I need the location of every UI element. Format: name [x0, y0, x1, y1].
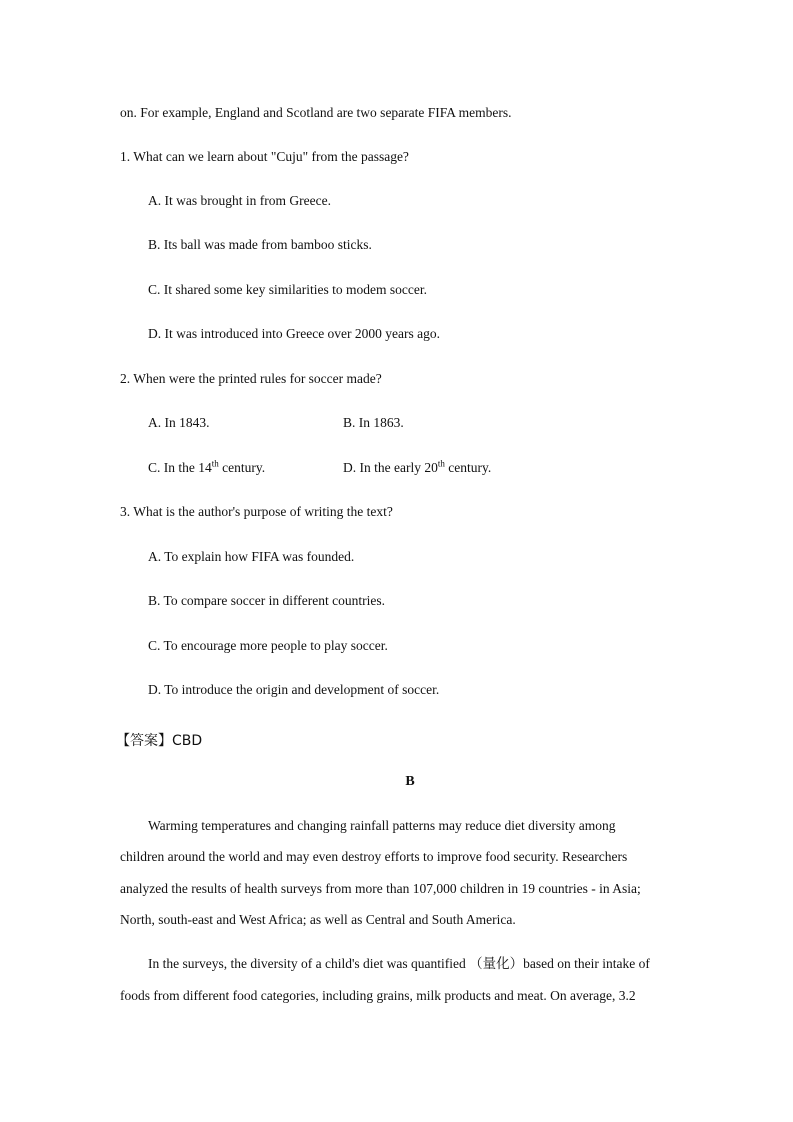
question-3-option-a: A. To explain how FIFA was founded.: [148, 549, 355, 564]
passage-b-p2-line-2: foods from different food categories, including grains, milk products and meat. On average, 3.2: [120, 988, 636, 1003]
passage-b-p1-line-3: analyzed the results of health surveys from more than 107,000 children in 19 countries - in Asia;: [120, 881, 641, 896]
question-1-stem: 1. What can we learn about "Cuju" from the passage?: [120, 149, 409, 164]
question-2-option-b: B. In 1863.: [343, 415, 404, 430]
question-2-option-c: C. In the 14th century.: [148, 458, 266, 475]
passage-b-p1-line-2: children around the world and may even destroy efforts to improve food security. Researchers: [120, 849, 628, 864]
question-3-option-b: B. To compare soccer in different countries.: [148, 593, 385, 608]
question-2-option-d: D. In the early 20th century.: [343, 458, 492, 475]
answer-key: 【答案】CBD: [116, 733, 203, 749]
question-2-stem: 2. When were the printed rules for soccer made?: [120, 371, 382, 386]
question-1-option-a: A. It was brought in from Greece.: [148, 193, 331, 208]
question-2-option-a: A. In 1843.: [148, 415, 210, 430]
question-3-option-d: D. To introduce the origin and development of soccer.: [148, 682, 440, 697]
question-1-option-b: B. Its ball was made from bamboo sticks.: [148, 237, 372, 252]
question-1-option-d: D. It was introduced into Greece over 2000 years ago.: [148, 326, 441, 341]
question-3-stem: 3. What is the author's purpose of writing the text?: [120, 504, 393, 519]
passage-b-p2-line-1: In the surveys, the diversity of a child's diet was quantified （量化）based on their intake of: [148, 956, 650, 971]
passage-a-tail: on. For example, England and Scotland are two separate FIFA members.: [120, 105, 512, 120]
ordinal-suffix: th: [437, 458, 445, 469]
passage-b-p1-line-4: North, south-east and West Africa; as well as Central and South America.: [120, 912, 516, 927]
question-3-option-c: C. To encourage more people to play soccer.: [148, 638, 388, 653]
question-1-option-c: C. It shared some key similarities to modem soccer.: [148, 282, 427, 297]
ordinal-suffix: th: [211, 458, 219, 469]
passage-b-p1-line-1: Warming temperatures and changing rainfall patterns may reduce diet diversity among: [148, 818, 616, 833]
section-heading: B: [405, 774, 415, 789]
